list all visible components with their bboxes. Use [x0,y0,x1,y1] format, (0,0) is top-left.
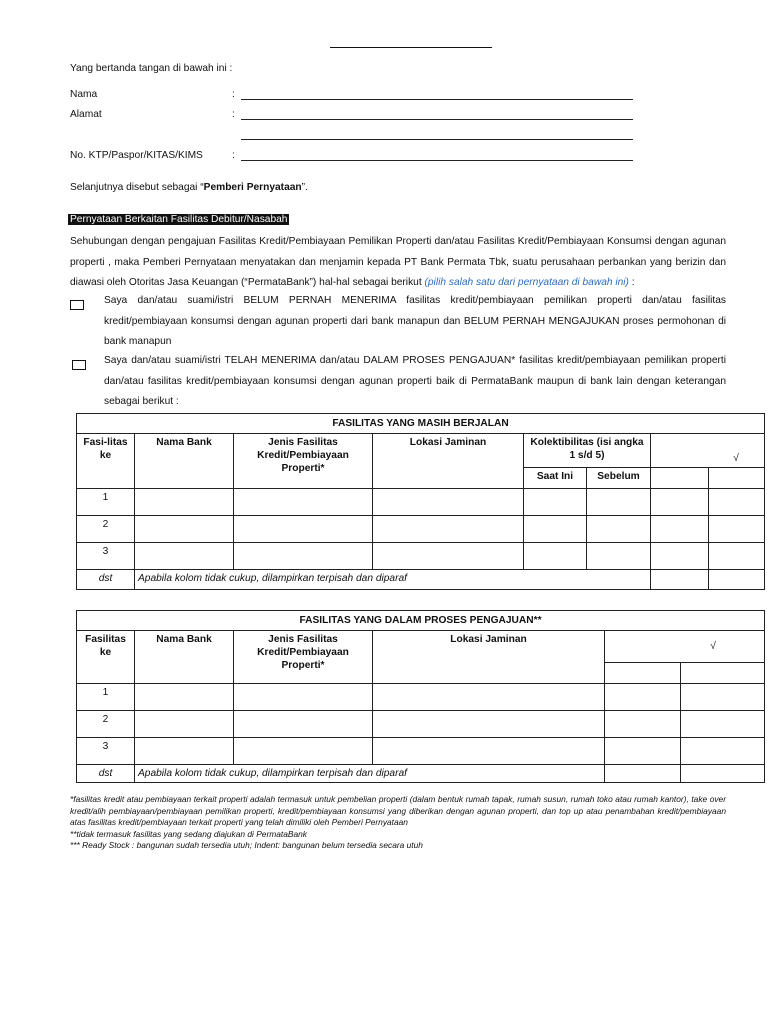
table1-header-sebelum: Sebelum [587,468,651,489]
table-cell[interactable] [373,684,605,711]
alamat-input-line-2[interactable] [241,139,633,140]
table-row [77,543,765,570]
table-row [77,570,765,590]
table1-header-bank: Nama Bank [135,434,234,489]
table1-dst: dst [77,570,135,590]
table1-header-check: √ [651,434,765,468]
field-colon: : [232,89,235,100]
table-cell[interactable] [373,738,605,765]
table-cell[interactable] [651,489,709,516]
table1-row-number: 3 [77,543,135,570]
referred-bold: Pemberi Pernyataan [203,182,302,193]
table-cell[interactable] [587,543,651,570]
footnote-1: *fasilitas kredit atau pembiayaan terkait properti adalah termasuk untuk pembelian properti (dalam bentuk rumah tapak, rumah susun, rumah toko atau rumah kantor), take over kredit/alih pembiayaan/pembiayaan pemilikan properti, kredit/pembiayaan konsumsi yang diberikan dengan agunan properti, dan top up atau penambahan kredit/pembiayaan atas fasilitas kredit/pembiayaan terkait properti yang telah dimiliki oleh Pemberi Pernyataan [70,794,726,827]
table-cell[interactable] [373,543,524,570]
field-label-ktp: No. KTP/Paspor/KITAS/KIMS [70,150,203,161]
table-cell[interactable] [234,543,373,570]
table-cell[interactable] [681,684,765,711]
section-title-text: Pernyataan Berkaitan Fasilitas Debitur/Nasabah [70,214,288,225]
table2-row-number: 3 [77,738,135,765]
table1-row-number: 1 [77,489,135,516]
field-label-nama: Nama [70,89,98,100]
table2-header-blank [681,663,765,684]
option-1-checkbox[interactable] [70,300,84,310]
table-cell[interactable] [135,489,234,516]
table2-caption: FASILITAS YANG DALAM PROSES PENGAJUAN** [77,611,765,631]
table-cell[interactable] [135,543,234,570]
table2-header-jenis: Jenis Fasilitas Kredit/Pembiayaan Properti* [234,631,373,684]
table-row [77,489,765,516]
option-1-text: Saya dan/atau suami/istri BELUM PERNAH MENERIMA fasilitas kredit/pembiayaan pemilikan properti dan/atau fasilitas kredit/pembiayaan konsumsi dengan agunan properti dari bank manapun dan BELUM PERNAH MENGAJUKAN proses permohonan di bank manapun [104,295,726,347]
table-row [77,516,765,543]
table-cell[interactable] [524,489,587,516]
table-cell[interactable] [234,738,373,765]
table-row [77,765,765,783]
table-cell[interactable] [135,711,234,738]
table1-header-saat: Saat Ini [524,468,587,489]
table1-header-no: Fasi-litas ke [77,434,135,489]
table2-header-check: √ [605,631,765,663]
table-cell[interactable] [681,711,765,738]
table2-header-no: Fasilitas ke [77,631,135,684]
table1-header-blank [709,468,765,489]
table-cell[interactable] [651,543,709,570]
table-facilities-in-process [76,610,765,783]
paragraph-end: : [628,277,635,288]
table2-header-lokasi: Lokasi Jaminan [373,631,605,684]
field-colon: : [232,150,235,161]
table-row [77,738,765,765]
table-cell[interactable] [524,543,587,570]
ktp-input-line[interactable] [241,160,633,161]
footnote-2: **tidak termasuk fasilitas yang sedang diajukan di PermataBank [70,828,307,839]
table-cell[interactable] [135,516,234,543]
table-cell[interactable] [651,516,709,543]
table-row [77,684,765,711]
paragraph-hint: (pilih salah satu dari pernyataan di bawah ini) [424,277,629,288]
table2-note: Apabila kolom tidak cukup, dilampirkan terpisah dan diparaf [135,765,605,783]
table2-dst: dst [77,765,135,783]
table-cell[interactable] [373,516,524,543]
table-cell[interactable] [524,516,587,543]
intro-text: Yang bertanda tangan di bawah ini : [70,63,233,74]
table-cell[interactable] [587,516,651,543]
table1-header-jenis: Jenis Fasilitas Kredit/Pembiayaan Properti* [234,434,373,489]
table-cell[interactable] [651,570,709,590]
table-cell[interactable] [605,738,681,765]
table-cell[interactable] [234,711,373,738]
table-facilities-running [76,413,765,590]
table-cell[interactable] [373,711,605,738]
table1-header-lokasi: Lokasi Jaminan [373,434,524,489]
table1-note: Apabila kolom tidak cukup, dilampirkan terpisah dan diparaf [135,570,651,590]
table-cell[interactable] [681,765,765,783]
table2-row-number: 1 [77,684,135,711]
table-cell[interactable] [135,738,234,765]
table1-caption: FASILITAS YANG MASIH BERJALAN [77,414,765,434]
field-label-alamat: Alamat [70,109,102,120]
footnotes [70,794,726,852]
paragraph-text: Sehubungan dengan pengajuan Fasilitas Kredit/Pembiayaan Pemilikan Properti dan/atau Fasilitas Kredit/Pembiayaan Konsumsi dengan agunan properti , maka Pemberi Pernyataan menyatakan dan menjamin kepada PT Bank Permata Tbk, suatu perusahaan perbankan yang berizin dan diawasi oleh Otoritas Jasa Keuangan (“PermataBank”) hal-hal sebagai berikut [70,236,726,288]
referred-before: Selanjutnya disebut sebagai “ [70,182,204,193]
option-2-text: Saya dan/atau suami/istri TELAH MENERIMA dan/atau DALAM PROSES PENGAJUAN* fasilitas kredit/pembiayaan pemilikan properti dan/atau fasilitas kredit/pembiayaan konsumsi dengan agunan properti baik di PermataBank maupun di bank lain dengan keterangan sebagai berikut : [104,355,726,407]
table2-header-blank [605,663,681,684]
table-cell[interactable] [709,489,765,516]
table-cell[interactable] [709,570,765,590]
table-cell[interactable] [234,684,373,711]
field-colon: : [232,109,235,120]
table1-row-number: 2 [77,516,135,543]
footnote-3: *** Ready Stock : bangunan sudah tersedia utuh; Indent: bangunan belum tersedia secara utuh [70,840,423,850]
table-cell[interactable] [681,738,765,765]
alamat-input-line-1[interactable] [241,119,633,120]
section-title [68,209,289,227]
table-cell[interactable] [605,765,681,783]
table-row [77,711,765,738]
table1-header-kolek: Kolektibilitas (isi angka 1 s/d 5) [524,434,651,468]
statement-paragraph [70,232,726,294]
table-cell[interactable] [605,711,681,738]
table-cell[interactable] [234,489,373,516]
referred-after: ”. [301,182,308,193]
table2-header-bank: Nama Bank [135,631,234,684]
nama-input-line[interactable] [241,99,633,100]
table-cell[interactable] [373,489,524,516]
table1-header-blank [651,468,709,489]
table-cell[interactable] [135,684,234,711]
referred-text [70,181,308,195]
table-cell[interactable] [709,543,765,570]
title-underline [330,47,492,48]
table2-row-number: 2 [77,711,135,738]
table-cell[interactable] [605,684,681,711]
table-cell[interactable] [709,516,765,543]
table-cell[interactable] [234,516,373,543]
table-cell[interactable] [587,489,651,516]
option-2-checkbox[interactable] [72,360,86,370]
